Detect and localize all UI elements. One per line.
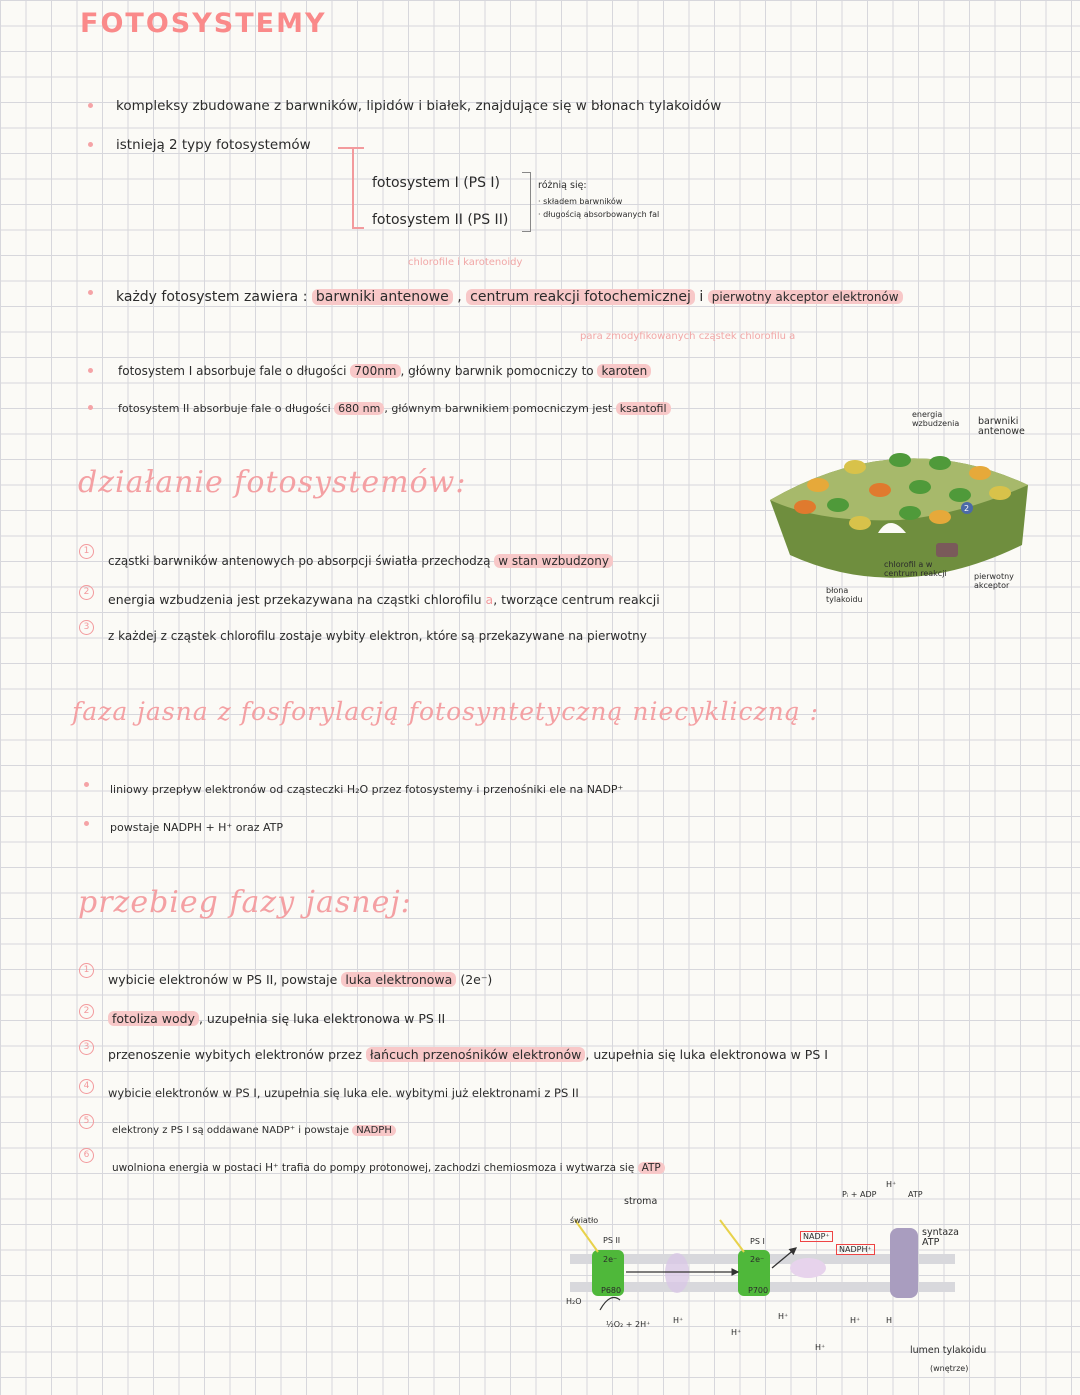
- step-number: 1: [79, 963, 94, 978]
- step-number: 2: [79, 585, 94, 600]
- label-h: H⁺: [815, 1343, 826, 1352]
- step-number: 3: [79, 1040, 94, 1055]
- cytochrome-complex: [665, 1253, 689, 1293]
- action-step-3: z każdej z cząstek chlorofilu zostaje wybity elektron, które są przekazywane na pierwotny: [108, 629, 647, 643]
- text: , główny barwnik pomocniczy to: [400, 364, 594, 378]
- text: , uzupełnia się luka elektronowa w PS II: [198, 1011, 446, 1026]
- label-lumen-sub: (wnętrze): [930, 1364, 969, 1373]
- text: , tworzące centrum reakcji: [493, 592, 660, 607]
- course-step-2: [108, 1011, 445, 1026]
- course-step-5: [112, 1125, 396, 1136]
- highlight: ATP: [638, 1162, 665, 1174]
- separator: i: [699, 289, 704, 305]
- heading-light-phase: faza jasna z fosforylacją fotosyntetyczną niecykliczną :: [72, 697, 820, 726]
- bullet-dot: [88, 290, 93, 295]
- highlight: fotoliza wody: [108, 1011, 199, 1026]
- label-nadp: NADP⁺: [800, 1231, 833, 1242]
- bullet-dot: [84, 821, 89, 826]
- components-line: [116, 289, 903, 305]
- label-antenna: barwniki antenowe: [978, 416, 1025, 437]
- components-lead: każdy fotosystem zawiera :: [116, 289, 308, 305]
- ps1-absorption: [118, 364, 651, 378]
- text: przenoszenie wybitych elektronów przez: [108, 1047, 362, 1062]
- light-bullet-1: liniowy przepływ elektronów od cząsteczki H₂O przez fotosystemy i przenośniki ele na NADP⁺: [110, 783, 624, 796]
- page-title: FOTOSYSTEMY: [80, 8, 327, 39]
- label-atp: ATP: [908, 1190, 923, 1199]
- highlight: 680 nm: [334, 402, 384, 415]
- action-step-1: [108, 554, 613, 568]
- brace-bracket: [352, 147, 364, 229]
- course-step-6: [112, 1162, 665, 1174]
- label-h: H⁺: [778, 1312, 789, 1321]
- bullet-dot: [84, 782, 89, 787]
- text: , uzupełnia się luka elektronowa w PS I: [585, 1047, 828, 1062]
- label-psi: PS I: [750, 1237, 765, 1246]
- light-ray: [720, 1220, 744, 1252]
- text: , głównym barwnikiem pomocniczym jest: [384, 402, 613, 415]
- bullet-dot: [88, 405, 93, 410]
- course-step-1: [108, 972, 492, 987]
- atp-synthase: [890, 1228, 918, 1298]
- label-psii: PS II: [603, 1236, 621, 1245]
- acceptor-block: [936, 543, 958, 557]
- bullet-dot: [88, 103, 93, 108]
- highlight: karoten: [597, 364, 651, 378]
- separator: ,: [457, 289, 462, 305]
- ferredoxin-complex: [790, 1258, 826, 1278]
- components-item-acceptor: pierwotny akceptor elektronów: [708, 290, 903, 304]
- bullet-dot: [88, 368, 93, 373]
- text: elektrony z PS I są oddawane NADP⁺ i powstaje: [112, 1125, 350, 1136]
- heading-course: przebieg fazy jasnej:: [78, 885, 412, 920]
- ps2-absorption: [118, 402, 671, 415]
- text: wybicie elektronów w PS II, powstaje: [108, 972, 338, 987]
- highlight: w stan wzbudzony: [494, 554, 613, 568]
- step-number: 1: [79, 544, 94, 559]
- label-h: H⁺: [673, 1316, 684, 1325]
- highlight: 700nm: [350, 364, 400, 378]
- label-e-psi: 2e⁻: [750, 1255, 765, 1264]
- label-p680: P680: [601, 1286, 622, 1295]
- course-step-3: [108, 1047, 828, 1062]
- label-oxygen: ½O₂ + 2H⁺: [606, 1320, 651, 1329]
- diff-item: · składem barwników: [538, 197, 623, 206]
- label-nadph: NADPH⁺: [836, 1244, 875, 1255]
- label-h: H⁺: [731, 1328, 742, 1337]
- step-number: 2: [79, 1004, 94, 1019]
- label-light: światło: [570, 1216, 599, 1225]
- highlight: łańcuch przenośników elektronów: [366, 1047, 585, 1062]
- text: uwolniona energia w postaci H⁺ trafia do pompy protonowej, zachodzi chemiosmoza i wytwarza się: [112, 1162, 635, 1174]
- text: cząstki barwników antenowych po absorpcji światła przechodzą: [108, 554, 491, 568]
- diff-label: różnią się:: [538, 180, 587, 191]
- brace-bracket: [522, 172, 531, 232]
- label-membrane: błona tylakoidu: [826, 586, 863, 604]
- step-number: 5: [79, 1114, 94, 1129]
- step-number: 6: [79, 1148, 94, 1163]
- step-number: 3: [79, 620, 94, 635]
- bullet-dot: [88, 142, 93, 147]
- annotation-chlorophyll: para zmodyfikowanych cząstek chlorofilu a: [580, 331, 796, 342]
- label-h: H⁺: [850, 1316, 861, 1325]
- psi-label: fotosystem I (PS I): [372, 175, 501, 191]
- label-energy: energia wzbudzenia: [912, 410, 960, 428]
- water-split-arrow: [600, 1298, 620, 1310]
- highlight: NADPH: [352, 1125, 396, 1136]
- highlight: luka elektronowa: [341, 972, 456, 987]
- label-e-psii: 2e⁻: [603, 1255, 618, 1264]
- light-bullet-2: powstaje NADPH + H⁺ oraz ATP: [110, 821, 284, 834]
- annotation-pigments: chlorofile i karotenoidy: [408, 257, 523, 268]
- components-item-center: centrum reakcji fotochemicznej: [466, 289, 695, 305]
- diff-item: · długością absorbowanych fal: [538, 210, 660, 219]
- label-h: H: [886, 1316, 893, 1325]
- action-step-2: [108, 592, 660, 607]
- label-water: H₂O: [566, 1297, 582, 1306]
- text: fotosystem II absorbuje fale o długości: [118, 402, 331, 415]
- components-item-antenna: barwniki antenowe: [312, 289, 453, 305]
- text: (2e⁻): [460, 972, 493, 987]
- step-number: 4: [79, 1079, 94, 1094]
- text: energia wzbudzenia jest przekazywana na cząstki chlorofilu: [108, 592, 482, 607]
- label-lumen: lumen tylakoidu: [910, 1345, 987, 1356]
- heading-action: działanie fotosystemów:: [78, 465, 467, 500]
- label-pi-adp: Pᵢ + ADP: [842, 1190, 877, 1199]
- psii-label: fotosystem II (PS II): [372, 212, 509, 228]
- label-p700: P700: [748, 1286, 769, 1295]
- highlight: ksantofil: [616, 402, 671, 415]
- label-acceptor: pierwotny akceptor: [974, 572, 1014, 590]
- highlight: a: [485, 592, 494, 607]
- label-h-top: H⁺: [886, 1180, 897, 1189]
- course-step-4: wybicie elektronów w PS I, uzupełnia się luka ele. wybitymi już elektronami z PS II: [108, 1086, 579, 1100]
- intro-bullet-2: istnieją 2 typy fotosystemów: [116, 137, 311, 153]
- intro-bullet-1: kompleksy zbudowane z barwników, lipidów i białek, znajdujące się w błonach tylakoidów: [116, 98, 722, 114]
- marker-label: 2: [964, 504, 970, 513]
- label-synthase: syntaza ATP: [922, 1227, 959, 1248]
- label-center: chlorofil a w centrum reakcji: [884, 560, 947, 578]
- label-stroma: stroma: [624, 1196, 658, 1207]
- text: fotosystem I absorbuje fale o długości: [118, 364, 347, 378]
